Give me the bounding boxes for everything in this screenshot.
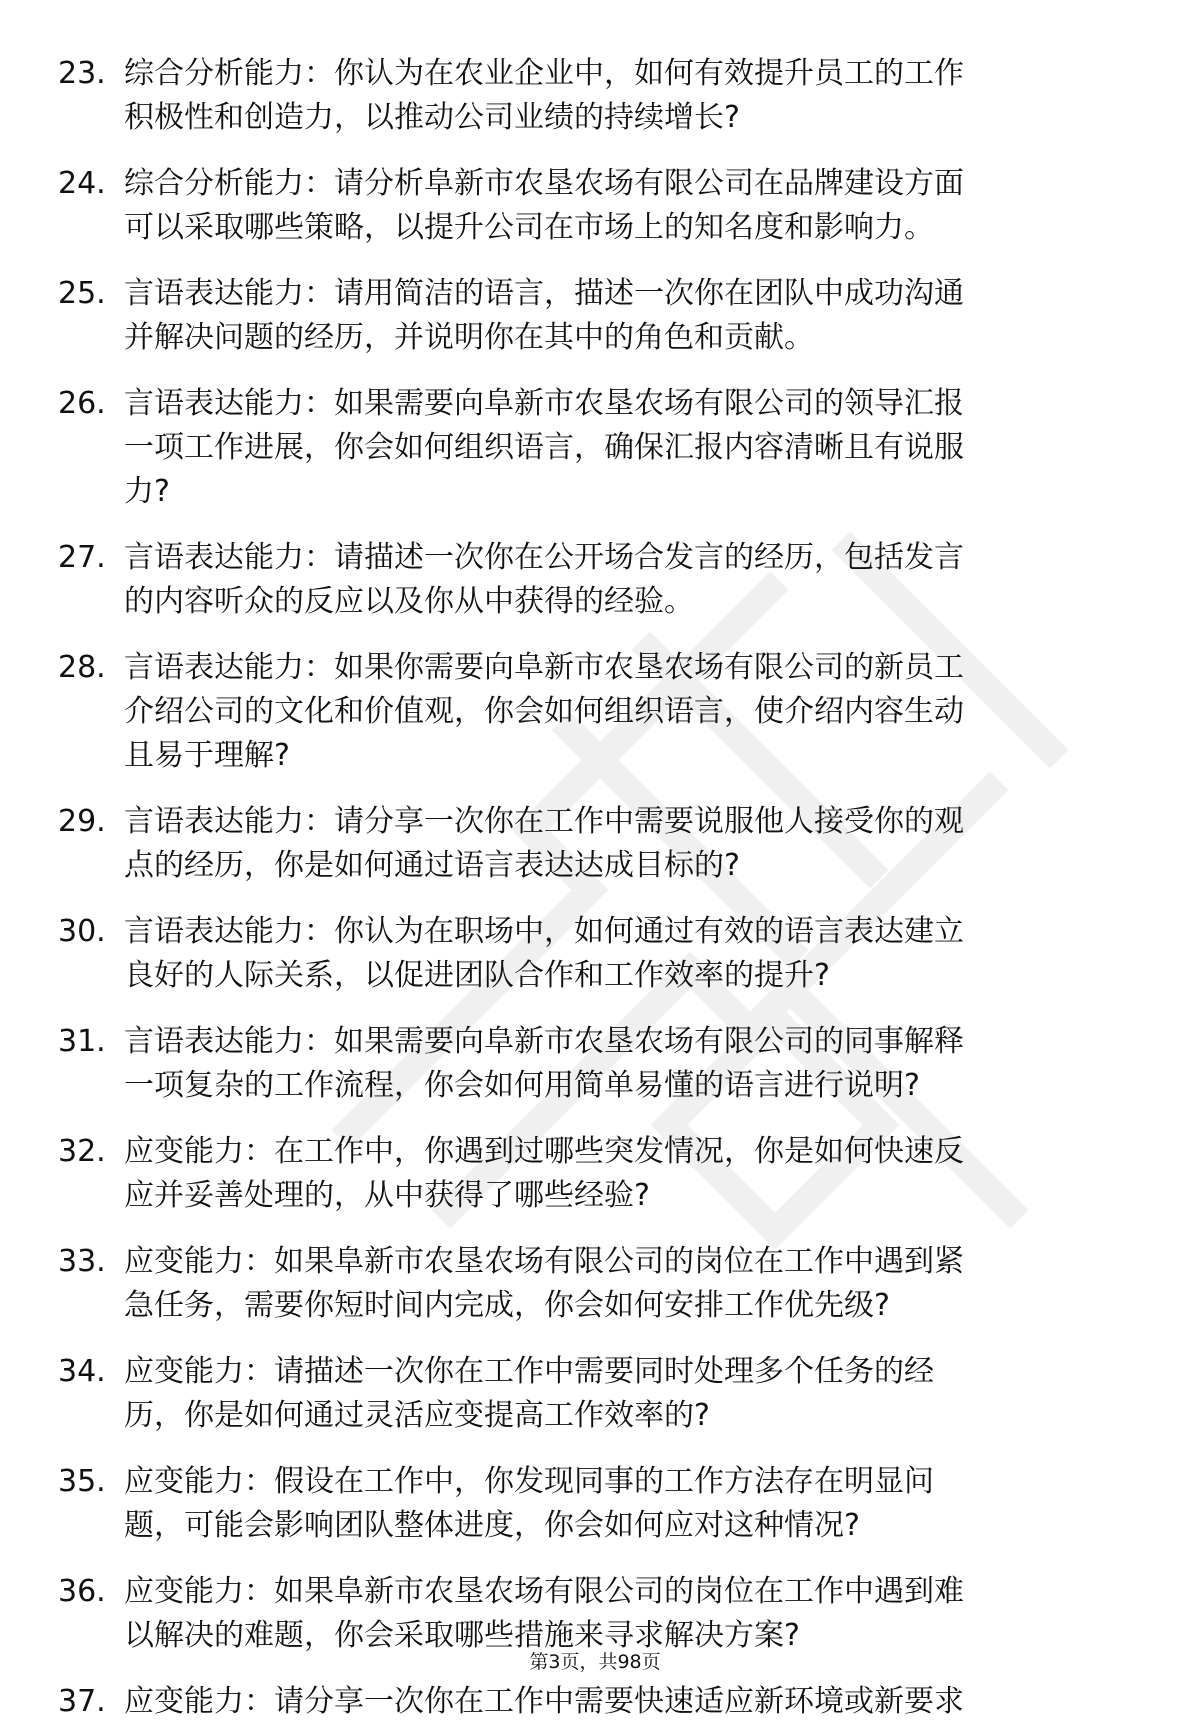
question-text-line: 应变能力：请描述一次你在工作中需要同时处理多个任务的经 (124, 1354, 934, 1389)
question-text (124, 1460, 1118, 1548)
list-item (58, 646, 1118, 778)
list-item (58, 1570, 1118, 1658)
question-text (124, 536, 1118, 624)
question-text (124, 162, 1118, 250)
question-number: 31. (58, 1024, 106, 1059)
question-text (124, 800, 1118, 888)
question-number: 30. (58, 914, 106, 949)
list-item (58, 1020, 1118, 1108)
question-number: 33. (58, 1244, 106, 1279)
question-text-line: 的内容听众的反应以及你从中获得的经验。 (124, 584, 694, 619)
question-text-line: 言语表达能力：如果需要向阜新市农垦农场有限公司的领导汇报 (124, 386, 964, 421)
question-text-line: 应变能力：如果阜新市农垦农场有限公司的岗位在工作中遇到紧 (124, 1244, 964, 1279)
question-number: 23. (58, 56, 106, 91)
question-number: 32. (58, 1134, 106, 1169)
question-number: 27. (58, 540, 106, 575)
question-text-line: 一项工作进展，你会如何组织语言，确保汇报内容清晰且有说服 (124, 430, 964, 465)
question-number: 24. (58, 166, 106, 201)
question-text (124, 1350, 1118, 1438)
question-text-line: 急任务，需要你短时间内完成，你会如何安排工作优先级? (124, 1288, 890, 1323)
question-text-line: 力? (124, 474, 170, 509)
question-text-line: 应变能力：假设在工作中，你发现同事的工作方法存在明显问 (124, 1464, 934, 1499)
question-text-line: 应变能力：在工作中，你遇到过哪些突发情况，你是如何快速反 (124, 1134, 964, 1169)
question-text-line: 历，你是如何通过灵活应变提高工作效率的? (124, 1398, 710, 1433)
list-item (58, 382, 1118, 514)
question-text (124, 1680, 1118, 1724)
question-number: 29. (58, 804, 106, 839)
question-number: 26. (58, 386, 106, 421)
question-text (124, 382, 1118, 514)
question-number: 37. (58, 1684, 106, 1719)
question-text-line: 应变能力：请分享一次你在工作中需要快速适应新环境或新要求 (124, 1684, 964, 1719)
question-text-line: 良好的人际关系，以促进团队合作和工作效率的提升? (124, 958, 830, 993)
list-item (58, 1460, 1118, 1548)
question-text-line: 综合分析能力：请分析阜新市农垦农场有限公司在品牌建设方面 (124, 166, 964, 201)
question-text-line: 积极性和创造力，以推动公司业绩的持续增长? (124, 100, 740, 135)
list-item (58, 800, 1118, 888)
list-item (58, 272, 1118, 360)
question-text-line: 介绍公司的文化和价值观，你会如何组织语言，使介绍内容生动 (124, 694, 964, 729)
question-text (124, 1020, 1118, 1108)
question-text-line: 且易于理解? (124, 738, 290, 773)
question-text (124, 1570, 1118, 1658)
question-number: 34. (58, 1354, 106, 1389)
question-text-line: 言语表达能力：请分享一次你在工作中需要说服他人接受你的观 (124, 804, 964, 839)
list-item (58, 1240, 1118, 1328)
question-text-line: 应变能力：如果阜新市农垦农场有限公司的岗位在工作中遇到难 (124, 1574, 964, 1609)
question-text (124, 1130, 1118, 1218)
question-text-line: 可以采取哪些策略，以提升公司在市场上的知名度和影响力。 (124, 210, 934, 245)
list-item (58, 52, 1118, 140)
question-text-line: 言语表达能力：请描述一次你在公开场合发言的经历，包括发言 (124, 540, 964, 575)
question-text-line: 并解决问题的经历，并说明你在其中的角色和贡献。 (124, 320, 814, 355)
list-item (58, 910, 1118, 998)
question-text-line: 言语表达能力：如果需要向阜新市农垦农场有限公司的同事解释 (124, 1024, 964, 1059)
question-number: 35. (58, 1464, 106, 1499)
list-item (58, 536, 1118, 624)
question-text-line: 点的经历，你是如何通过语言表达达成目标的? (124, 848, 740, 883)
question-text (124, 910, 1118, 998)
question-text (124, 272, 1118, 360)
question-text-line: 一项复杂的工作流程，你会如何用简单易懂的语言进行说明? (124, 1068, 920, 1103)
question-text-line: 题，可能会影响团队整体进度，你会如何应对这种情况? (124, 1508, 860, 1543)
question-text-line: 综合分析能力：你认为在农业企业中，如何有效提升员工的工作 (124, 56, 964, 91)
question-text-line: 言语表达能力：请用简洁的语言，描述一次你在团队中成功沟通 (124, 276, 964, 311)
page-number-footer: 第3页，共98页 (529, 1651, 661, 1673)
question-text-line: 应并妥善处理的，从中获得了哪些经验? (124, 1178, 650, 1213)
question-text (124, 646, 1118, 778)
question-number: 25. (58, 276, 106, 311)
question-number: 36. (58, 1574, 106, 1609)
question-text (124, 52, 1118, 140)
list-item (58, 162, 1118, 250)
question-text-line: 以解决的难题，你会采取哪些措施来寻求解决方案? (124, 1618, 800, 1653)
question-text (124, 1240, 1118, 1328)
list-item (58, 1350, 1118, 1438)
question-number: 28. (58, 650, 106, 685)
question-text-line: 言语表达能力：如果你需要向阜新市农垦农场有限公司的新员工 (124, 650, 964, 685)
list-item (58, 1130, 1118, 1218)
question-text-line: 言语表达能力：你认为在职场中，如何通过有效的语言表达建立 (124, 914, 964, 949)
list-item (58, 1680, 1118, 1724)
